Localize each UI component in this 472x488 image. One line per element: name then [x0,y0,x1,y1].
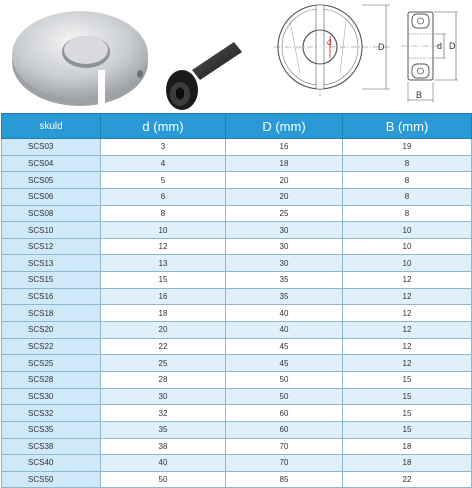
cell-model: SCS22 [2,338,101,355]
cell-model: SCS20 [2,322,101,339]
side-outer-dia-label: D [449,41,456,51]
cell-B: 18 [343,455,472,472]
cell-D: 35 [226,272,343,289]
cell-model: SCS28 [2,371,101,388]
cell-D: 40 [226,322,343,339]
front-view-drawing [274,5,392,96]
side-inner-dia-label: d [437,41,443,51]
cell-model: SCS35 [2,421,101,438]
cell-B: 10 [343,255,472,272]
cell-model: SCS18 [2,305,101,322]
cell-B: 8 [343,172,472,189]
cell-d: 32 [101,405,226,422]
cell-B: 12 [343,338,472,355]
cell-d: 6 [101,188,226,205]
table-row [2,255,472,272]
table-row [2,205,472,222]
cell-B: 15 [343,371,472,388]
table-row [2,438,472,455]
cell-B: 12 [343,322,472,339]
cell-d: 25 [101,355,226,372]
table-row [2,322,472,339]
cell-D: 50 [226,388,343,405]
cell-D: 20 [226,172,343,189]
cell-B: 8 [343,155,472,172]
cell-d: 10 [101,222,226,239]
front-outer-dia-label: D [378,42,385,52]
cell-B: 19 [343,139,472,156]
shaft-collar-photo [12,11,148,106]
table-row [2,388,472,405]
cell-model: SCS32 [2,405,101,422]
cell-d: 4 [101,155,226,172]
front-inner-dia-label: d [327,38,332,47]
cell-d: 18 [101,305,226,322]
table-row [2,305,472,322]
header-width: B (mm) [343,114,472,139]
cell-model: SCS16 [2,288,101,305]
cell-d: 40 [101,455,226,472]
cell-model: SCS05 [2,172,101,189]
cell-d: 12 [101,238,226,255]
cell-D: 20 [226,188,343,205]
side-width-label: B [416,90,423,100]
table-row [2,471,472,488]
cell-d: 38 [101,438,226,455]
table-row [2,272,472,289]
header-model: skuld [2,114,101,139]
cell-d: 50 [101,471,226,488]
header-inner-diameter: d (mm) [101,114,226,139]
table-row [2,172,472,189]
spec-table [1,113,472,488]
table-row [2,155,472,172]
cell-model: SCS13 [2,255,101,272]
cell-d: 8 [101,205,226,222]
table-row [2,288,472,305]
cell-B: 8 [343,205,472,222]
table-row [2,222,472,239]
cell-d: 5 [101,172,226,189]
cell-B: 15 [343,421,472,438]
cell-model: SCS50 [2,471,101,488]
cell-D: 30 [226,255,343,272]
cell-D: 45 [226,338,343,355]
table-row [2,405,472,422]
cell-B: 12 [343,272,472,289]
cell-d: 13 [101,255,226,272]
cell-B: 12 [343,288,472,305]
table-row [2,355,472,372]
cell-model: SCS40 [2,455,101,472]
cell-d: 3 [101,139,226,156]
cell-D: 60 [226,421,343,438]
cell-B: 12 [343,355,472,372]
cell-model: SCS12 [2,238,101,255]
cell-B: 15 [343,388,472,405]
cell-model: SCS06 [2,188,101,205]
cell-D: 25 [226,205,343,222]
cell-B: 22 [343,471,472,488]
cell-D: 18 [226,155,343,172]
cell-d: 35 [101,421,226,438]
cell-D: 60 [226,405,343,422]
table-row [2,455,472,472]
cell-model: SCS04 [2,155,101,172]
cell-d: 22 [101,338,226,355]
cell-d: 20 [101,322,226,339]
cell-B: 10 [343,222,472,239]
cell-model: SCS03 [2,139,101,156]
cell-D: 50 [226,371,343,388]
cell-D: 16 [226,139,343,156]
cell-model: SCS10 [2,222,101,239]
header-outer-diameter: D (mm) [226,114,343,139]
table-row [2,371,472,388]
cell-model: SCS25 [2,355,101,372]
cell-model: SCS15 [2,272,101,289]
cell-B: 15 [343,405,472,422]
cell-D: 70 [226,438,343,455]
cap-screw-photo [166,42,242,110]
cell-D: 40 [226,305,343,322]
table-row [2,139,472,156]
cell-d: 28 [101,371,226,388]
spec-table-body [2,139,472,488]
cell-D: 45 [226,355,343,372]
cell-d: 15 [101,272,226,289]
cell-B: 8 [343,188,472,205]
table-row [2,188,472,205]
cell-d: 30 [101,388,226,405]
header-row [2,114,472,139]
cell-D: 30 [226,238,343,255]
cell-D: 35 [226,288,343,305]
cell-D: 70 [226,455,343,472]
cell-d: 16 [101,288,226,305]
table-row [2,421,472,438]
cell-model: SCS30 [2,388,101,405]
cell-D: 85 [226,471,343,488]
cell-model: SCS08 [2,205,101,222]
product-illustration [0,0,472,112]
side-view-drawing [401,12,458,102]
table-row [2,238,472,255]
cell-B: 12 [343,305,472,322]
cell-D: 30 [226,222,343,239]
cell-B: 10 [343,238,472,255]
table-row [2,338,472,355]
cell-B: 18 [343,438,472,455]
spec-table-header [2,114,472,139]
cell-model: SCS38 [2,438,101,455]
